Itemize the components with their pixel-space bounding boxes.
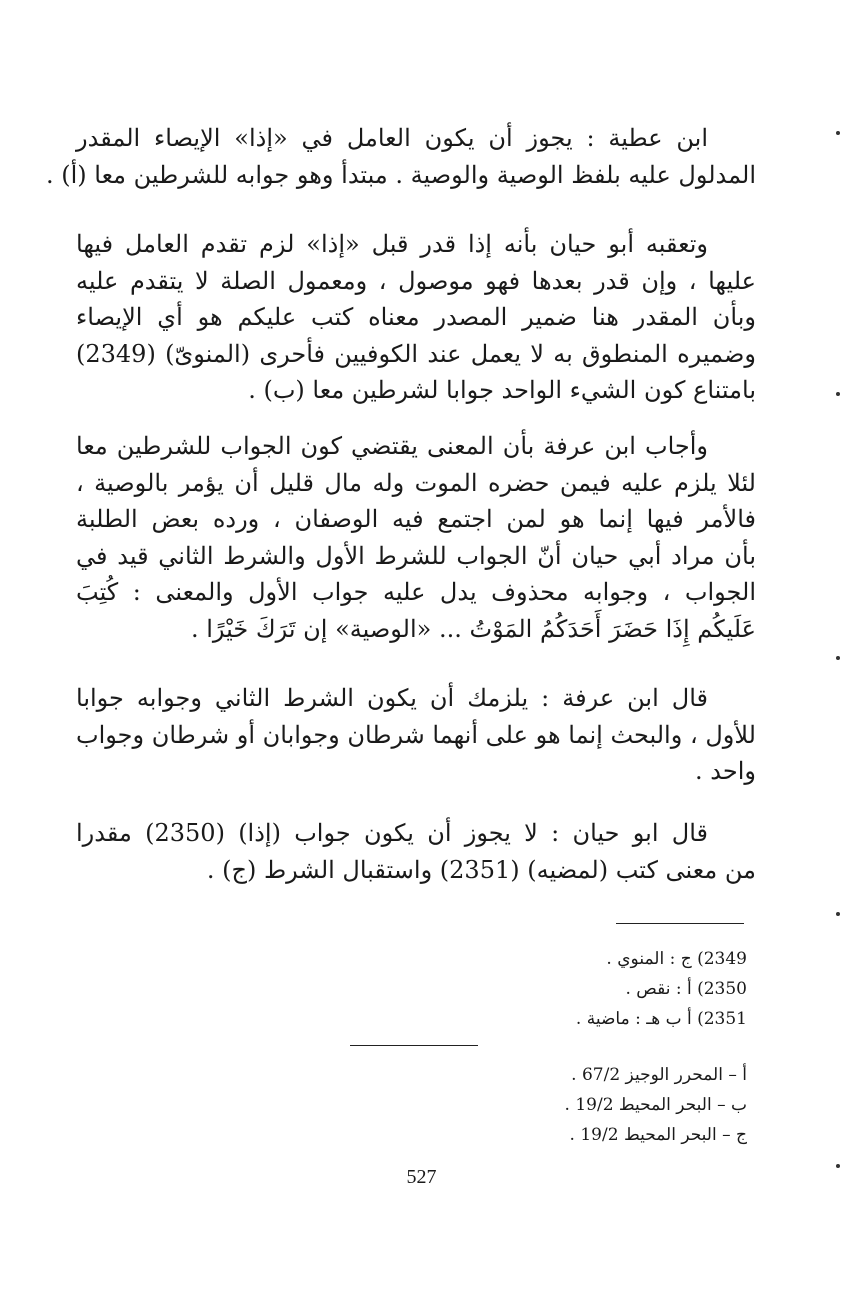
text-line: وضميره المنطوق به لا يعمل عند الكوفيين فأحرى (المنوىّ) (2349) [76, 339, 756, 368]
footnote-item: 2351) أ ب هـ : ماضية . [575, 1009, 747, 1029]
text-line: بامتناع كون الشيء الواحد جوابا لشرطين معا (ب) . [248, 376, 756, 404]
scan-speck [836, 131, 840, 135]
text-line: للأول ، والبحث إنما هو على أنهما شرطان وجوابان أو شرطان وجواب [76, 720, 756, 749]
scan-speck [836, 656, 840, 660]
text-line: المدلول عليه بلفظ الوصية والوصية . مبتدأ وهو جوابه للشرطين معا (أ) . [45, 160, 756, 189]
source-item: ج – البحر المحيط 19/2 . [569, 1125, 747, 1145]
paragraph-abu-hayyan-statement [76, 815, 756, 888]
paragraph-abu-hayyan-objection [76, 226, 756, 409]
sources-separator [350, 1045, 478, 1046]
paragraph-ibn-atiyya [45, 120, 756, 193]
text-line: وبأن المقدر هنا ضمير المصدر معناه كتب عليكم هو أي الإيصاء [76, 303, 756, 331]
paragraph-ibn-arafa-reply [76, 680, 756, 790]
text-line: وتعقبه أبو حيان بأنه إذا قدر قبل «إذا» لزم تقدم العامل فيها [76, 230, 708, 258]
text-line: من معنى كتب (لمضيه) (2351) واستقبال الشرط (ج) . [206, 855, 756, 884]
text-line: عَلَيكُم إِذَا حَضَرَ أَحَدَكُمُ المَوْتُ ... «الوصية» إن تَرَكَ خَيْرًا . [190, 614, 756, 643]
text-line: قال ابن عرفة : يلزمك أن يكون الشرط الثاني وجوابه جوابا [76, 684, 708, 712]
source-item: ب – البحر المحيط 19/2 . [564, 1095, 747, 1115]
scan-speck [836, 912, 840, 916]
scan-speck [836, 1164, 840, 1168]
source-item: أ – المحرر الوجيز 67/2 . [571, 1065, 747, 1085]
footnotes-list [576, 944, 747, 1034]
text-line: فالأمر فيها إنما هو لمن اجتمع فيه الوصفان ، ورده بعض الطلبة [76, 505, 756, 533]
text-line: ابن عطية : يجوز أن يكون العامل في «إذا» الإيصاء المقدر [76, 124, 708, 152]
page-number: 527 [406, 1166, 437, 1188]
text-line: واحد . [695, 757, 756, 785]
footnote-item: 2350) أ : نقص . [625, 979, 747, 999]
paragraph-ibn-arafa-answer [76, 428, 756, 647]
footnote-item: 2349) ج : المنوي . [606, 949, 747, 969]
text-line: بأن مراد أبي حيان أنّ الجواب للشرط الأول والشرط الثاني قيد في [76, 541, 756, 570]
scan-speck [836, 392, 840, 396]
footnote-separator [616, 923, 744, 924]
sources-list [565, 1060, 747, 1150]
text-line: لئلا يلزم عليه فيمن حضره الموت وله مال قليل أن يؤمر بالوصية ، [76, 468, 756, 497]
text-line: وأجاب ابن عرفة بأن المعنى يقتضي كون الجواب للشرطين معا [76, 432, 708, 460]
text-line: قال ابو حيان : لا يجوز أن يكون جواب (إذا) (2350) مقدرا [76, 819, 708, 847]
text-line: عليها ، وإن قدر بعدها فهو موصول ، ومعمول الصلة لا يتقدم عليه [76, 266, 756, 295]
text-line: الجواب ، وجوابه محذوف يدل عليه جواب الأول والمعنى : كُتِبَ [76, 578, 756, 606]
